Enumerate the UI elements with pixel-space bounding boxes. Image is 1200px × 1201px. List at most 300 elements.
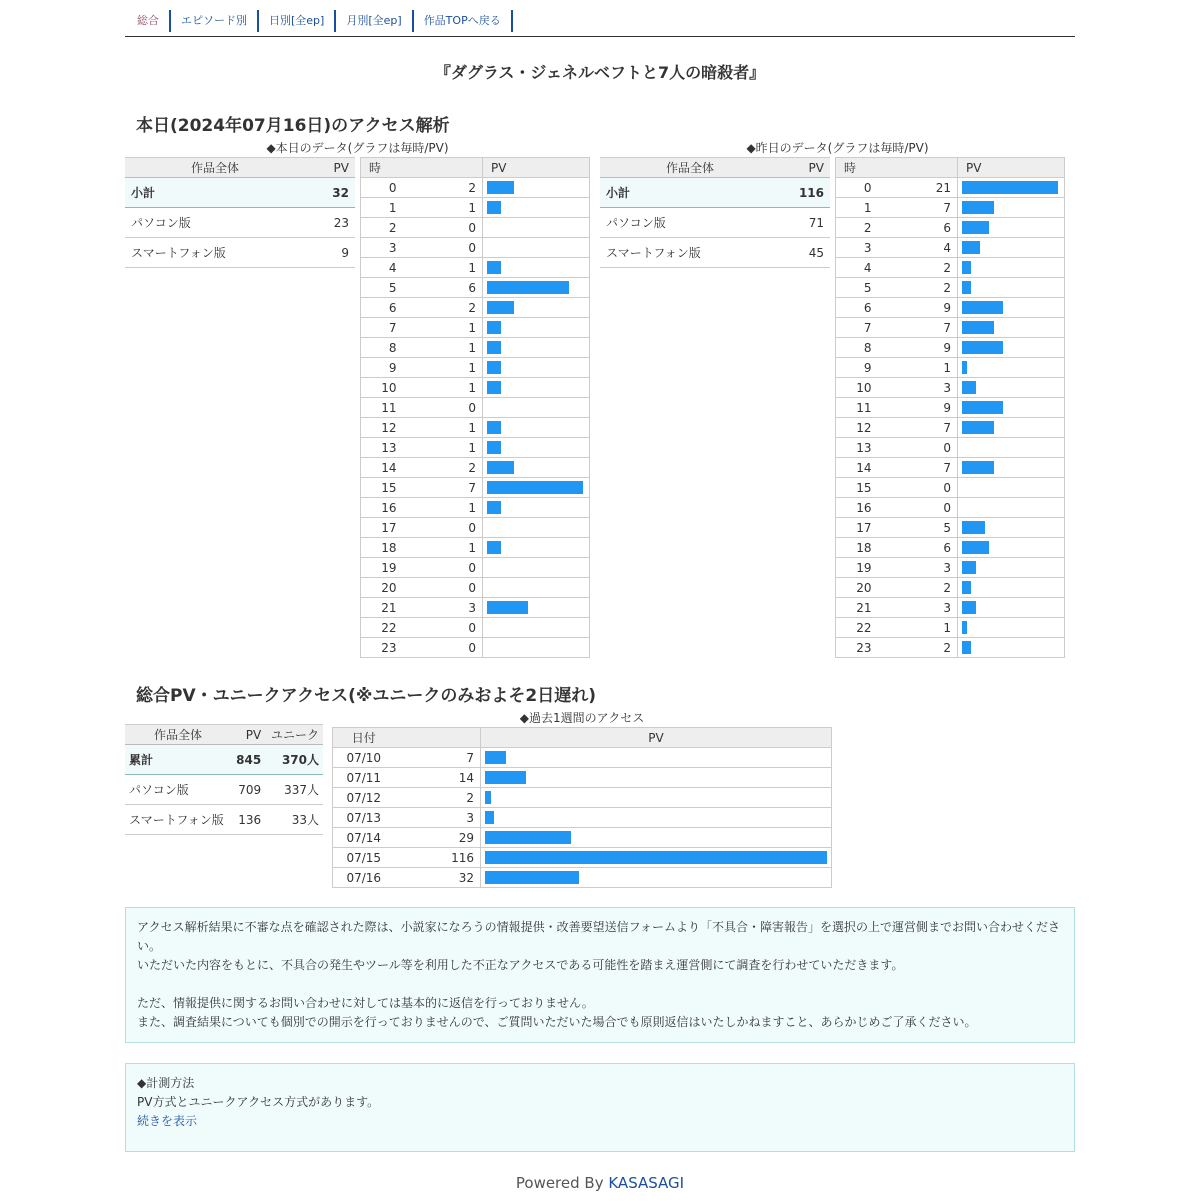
hour-label: 22 [361, 618, 405, 638]
weekly-bar [485, 751, 506, 764]
yesterday-hour-row [836, 418, 1065, 438]
yesterday-hour-bar [962, 561, 976, 574]
yesterday-hour-row [836, 438, 1065, 458]
today-hour-row [361, 458, 590, 478]
today-hour-row [361, 478, 590, 498]
hour-pv: 1 [405, 418, 483, 438]
hour-pv: 0 [405, 398, 483, 418]
weekly-bar-cell [481, 868, 832, 888]
summary-label: 小計 [600, 178, 780, 208]
hour-bar-cell [958, 298, 1065, 318]
unique-head-pv: PV [231, 725, 265, 745]
yesterday-hour-bar [962, 621, 967, 634]
today-hour-row [361, 278, 590, 298]
nav-link[interactable]: 日別[全ep] [259, 10, 336, 32]
yesterday-hour-bar [962, 261, 971, 274]
hour-pv: 0 [405, 578, 483, 598]
hour-bar-cell [958, 238, 1065, 258]
hour-pv: 9 [880, 398, 958, 418]
unique-label: パソコン版 [125, 775, 231, 805]
yesterday-hour-row [836, 198, 1065, 218]
yesterday-hour-row [836, 238, 1065, 258]
hour-label: 7 [361, 318, 405, 338]
yesterday-hour-bar [962, 241, 980, 254]
weekly-bar-cell [481, 828, 832, 848]
hour-label: 8 [361, 338, 405, 358]
weekly-row [333, 808, 832, 828]
today-summary-table [125, 157, 355, 268]
hour-label: 17 [361, 518, 405, 538]
hour-pv: 1 [405, 318, 483, 338]
today-hour-bar [487, 261, 501, 274]
hour-pv: 2 [405, 458, 483, 478]
hour-label: 2 [836, 218, 880, 238]
hour-label: 3 [836, 238, 880, 258]
weekly-bar [485, 811, 494, 824]
yesterday-hour-row [836, 458, 1065, 478]
hour-label: 18 [361, 538, 405, 558]
hour-bar-cell [483, 178, 590, 198]
hour-bar-cell [958, 478, 1065, 498]
yesterday-hour-row [836, 298, 1065, 318]
unique-label: 累計 [125, 745, 231, 775]
weekly-pv: 32 [395, 868, 481, 888]
summary-label: スマートフォン版 [600, 238, 780, 268]
today-hour-row [361, 258, 590, 278]
hour-label: 15 [361, 478, 405, 498]
hour-pv: 3 [880, 558, 958, 578]
today-summary-pc [125, 208, 355, 238]
hour-pv: 2 [880, 258, 958, 278]
work-title: 『ダグラス・ジェネルベフトと7人の暗殺者』 [434, 63, 766, 82]
hour-label: 12 [836, 418, 880, 438]
today-hour-row [361, 558, 590, 578]
yesterday-summary-total [600, 178, 830, 208]
hour-bar-cell [483, 298, 590, 318]
nav-link[interactable]: エピソード別 [171, 10, 259, 32]
hour-pv: 2 [880, 278, 958, 298]
hour-pv: 4 [880, 238, 958, 258]
today-hour-row [361, 358, 590, 378]
yesterday-hour-bar [962, 521, 985, 534]
hour-bar-cell [958, 578, 1065, 598]
hour-label: 11 [836, 398, 880, 418]
weekly-pv: 2 [395, 788, 481, 808]
weekly-row [333, 788, 832, 808]
today-hour-row [361, 378, 590, 398]
weekly-row [333, 828, 832, 848]
notice-line: ただ、情報提供に関するお問い合わせに対しては基本的に返信を行っておりません。 [137, 996, 594, 1010]
hour-label: 13 [361, 438, 405, 458]
weekly-row [333, 748, 832, 768]
hour-pv: 21 [880, 178, 958, 198]
hour-bar-cell [483, 418, 590, 438]
weekly-head-date: 日付 [333, 728, 395, 748]
hour-label: 19 [361, 558, 405, 578]
hour-pv: 2 [405, 178, 483, 198]
yesterday-hour-row [836, 578, 1065, 598]
notice-box [125, 907, 1075, 1043]
weekly-row [333, 768, 832, 788]
unique-summary-table [125, 724, 323, 835]
total-heading: 総合PV・ユニークアクセス(※ユニークのみおよそ2日遅れ) [136, 686, 596, 706]
yesterday-hour-bar [962, 541, 989, 554]
weekly-pv: 116 [395, 848, 481, 868]
weekly-pv: 3 [395, 808, 481, 828]
yesterday-hour-bar [962, 301, 1003, 314]
hour-label: 21 [836, 598, 880, 618]
footer [0, 1174, 1200, 1192]
yesterday-hour-bar [962, 341, 1003, 354]
weekly-bar [485, 871, 579, 884]
weekly-date: 07/12 [333, 788, 395, 808]
hour-bar-cell [958, 498, 1065, 518]
today-hour-row [361, 418, 590, 438]
today-hour-bar [487, 481, 583, 494]
weekly-date: 07/15 [333, 848, 395, 868]
today-hour-row [361, 598, 590, 618]
hour-label: 21 [361, 598, 405, 618]
today-hour-row [361, 318, 590, 338]
hour-label: 4 [836, 258, 880, 278]
hour-label: 9 [836, 358, 880, 378]
unique-row-total [125, 745, 323, 775]
today-heading: 本日(2024年07月16日)のアクセス解析 [136, 116, 450, 136]
hour-pv: 3 [880, 598, 958, 618]
unique-count: 370人 [265, 745, 323, 775]
yesterday-hour-row [836, 258, 1065, 278]
today-summary-sp [125, 238, 355, 268]
today-hour-row [361, 178, 590, 198]
hour-pv: 6 [405, 278, 483, 298]
yesterday-caption: ◆昨日のデータ(グラフは毎時/PV) [746, 141, 929, 155]
hour-pv: 6 [880, 538, 958, 558]
yesterday-hourly-table [835, 157, 1065, 658]
summary-value: 45 [780, 238, 830, 268]
unique-pv: 709 [231, 775, 265, 805]
hour-bar-cell [958, 378, 1065, 398]
hour-pv: 1 [405, 258, 483, 278]
hour-label: 2 [361, 218, 405, 238]
today-hour-bar [487, 541, 501, 554]
hour-pv: 2 [880, 638, 958, 658]
hour-label: 8 [836, 338, 880, 358]
yesterday-hour-bar [962, 461, 994, 474]
yesterday-hour-row [836, 358, 1065, 378]
weekly-date: 07/14 [333, 828, 395, 848]
yesterday-hour-bar [962, 201, 994, 214]
yesterday-hour-bar [962, 421, 994, 434]
today-hour-bar [487, 441, 501, 454]
hour-bar-cell [483, 338, 590, 358]
nav-link[interactable]: 月別[全ep] [336, 10, 413, 32]
today-hour-row [361, 538, 590, 558]
hour-label: 20 [836, 578, 880, 598]
nav-link[interactable]: 総合 [125, 10, 171, 32]
unique-row-pc [125, 775, 323, 805]
footer-prefix: Powered By [515, 1174, 609, 1192]
summary-label: パソコン版 [600, 208, 780, 238]
hour-bar-cell [958, 518, 1065, 538]
hour-pv: 3 [405, 598, 483, 618]
summary-head-pv: PV [305, 158, 355, 178]
hour-pv: 2 [405, 298, 483, 318]
hour-label: 1 [836, 198, 880, 218]
yesterday-hour-row [836, 598, 1065, 618]
hour-pv: 0 [405, 638, 483, 658]
yesterday-hour-bar [962, 381, 976, 394]
notice-line [137, 975, 1063, 994]
hour-bar-cell [483, 358, 590, 378]
weekly-bar-cell [481, 748, 832, 768]
weekly-caption: ◆過去1週間のアクセス [519, 711, 645, 725]
weekly-row [333, 868, 832, 888]
yesterday-hour-row [836, 618, 1065, 638]
hour-label: 12 [361, 418, 405, 438]
hour-pv: 7 [405, 478, 483, 498]
hour-label: 5 [836, 278, 880, 298]
method-text: PV方式とユニークアクセス方式があります。 [137, 1095, 380, 1109]
hour-label: 10 [836, 378, 880, 398]
hour-pv: 0 [405, 618, 483, 638]
notice-line: アクセス解析結果に不審な点を確認された際は、小説家になろうの情報提供・改善要望送信フォームより「不具合・障害報告」を選択の上で運営側までお問い合わせください。 [137, 920, 1061, 953]
hour-label: 3 [361, 238, 405, 258]
hour-bar-cell [958, 618, 1065, 638]
hour-pv: 0 [405, 558, 483, 578]
kasasagi-link[interactable]: KASASAGI [608, 1174, 685, 1192]
yesterday-hour-bar [962, 361, 967, 374]
yesterday-hour-row [836, 478, 1065, 498]
hourly-head-pv: PV [483, 158, 590, 178]
hour-bar-cell [958, 178, 1065, 198]
weekly-head-pv: PV [481, 728, 832, 748]
hour-label: 7 [836, 318, 880, 338]
hour-label: 14 [836, 458, 880, 478]
weekly-date: 07/16 [333, 868, 395, 888]
hour-label: 6 [836, 298, 880, 318]
method-more-link[interactable]: 続きを表示 [137, 1114, 198, 1128]
yesterday-hour-bar [962, 221, 989, 234]
today-hour-row [361, 338, 590, 358]
today-hour-bar [487, 461, 514, 474]
notice-line: いただいた内容をもとに、不具合の発生やツール等を利用した不正なアクセスである可能性を踏まえ運営側にて調査を行わせていただきます。 [137, 958, 904, 972]
yesterday-summary-pc [600, 208, 830, 238]
method-title: ◆計測方法 [137, 1076, 195, 1090]
yesterday-hour-bar [962, 181, 1058, 194]
hour-label: 13 [836, 438, 880, 458]
hour-label: 6 [361, 298, 405, 318]
weekly-pv: 29 [395, 828, 481, 848]
summary-label: スマートフォン版 [125, 238, 305, 268]
hour-label: 0 [836, 178, 880, 198]
hour-bar-cell [958, 198, 1065, 218]
today-hourly-table [360, 157, 590, 658]
yesterday-hour-row [836, 398, 1065, 418]
today-summary-total [125, 178, 355, 208]
hour-bar-cell [483, 638, 590, 658]
hour-bar-cell [958, 538, 1065, 558]
hour-label: 17 [836, 518, 880, 538]
today-hour-bar [487, 361, 501, 374]
today-hour-row [361, 398, 590, 418]
yesterday-hour-row [836, 278, 1065, 298]
yesterday-summary-table [600, 157, 830, 268]
hour-bar-cell [958, 438, 1065, 458]
hour-label: 15 [836, 478, 880, 498]
summary-value: 116 [780, 178, 830, 208]
hour-bar-cell [958, 338, 1065, 358]
yesterday-hour-row [836, 218, 1065, 238]
hour-label: 19 [836, 558, 880, 578]
hour-label: 16 [836, 498, 880, 518]
hour-bar-cell [958, 318, 1065, 338]
hour-bar-cell [483, 258, 590, 278]
hour-pv: 0 [405, 518, 483, 538]
hour-label: 22 [836, 618, 880, 638]
hour-bar-cell [483, 318, 590, 338]
hour-label: 23 [361, 638, 405, 658]
today-hour-bar [487, 601, 528, 614]
today-hour-bar [487, 301, 514, 314]
yesterday-hour-bar [962, 321, 994, 334]
nav-link[interactable]: 作品TOPへ戻る [414, 10, 513, 32]
yesterday-hour-bar [962, 401, 1003, 414]
hour-label: 10 [361, 378, 405, 398]
today-hour-row [361, 298, 590, 318]
today-hour-bar [487, 381, 501, 394]
today-hour-row [361, 638, 590, 658]
hour-pv: 1 [405, 438, 483, 458]
summary-label: 小計 [125, 178, 305, 208]
hour-label: 1 [361, 198, 405, 218]
hour-bar-cell [483, 398, 590, 418]
today-hour-row [361, 578, 590, 598]
summary-label: パソコン版 [125, 208, 305, 238]
today-hour-row [361, 438, 590, 458]
yesterday-hour-row [836, 538, 1065, 558]
hour-label: 20 [361, 578, 405, 598]
today-hour-row [361, 198, 590, 218]
summary-value: 23 [305, 208, 355, 238]
yesterday-hour-row [836, 378, 1065, 398]
weekly-date: 07/10 [333, 748, 395, 768]
weekly-date: 07/11 [333, 768, 395, 788]
hour-bar-cell [483, 558, 590, 578]
unique-head-name: 作品全体 [125, 725, 231, 745]
unique-label: スマートフォン版 [125, 805, 231, 835]
hour-pv: 7 [880, 418, 958, 438]
weekly-bar-cell [481, 848, 832, 868]
hour-pv: 1 [405, 198, 483, 218]
hourly-head-hour: 時 [361, 158, 405, 178]
weekly-bar-cell [481, 788, 832, 808]
yesterday-hour-bar [962, 641, 971, 654]
hour-bar-cell [483, 578, 590, 598]
method-box [125, 1063, 1075, 1152]
today-hour-row [361, 238, 590, 258]
yesterday-hour-row [836, 558, 1065, 578]
hour-pv: 0 [405, 218, 483, 238]
hour-label: 11 [361, 398, 405, 418]
unique-count: 337人 [265, 775, 323, 805]
weekly-pv: 14 [395, 768, 481, 788]
hourly-head-pv: PV [958, 158, 1065, 178]
hour-bar-cell [958, 598, 1065, 618]
hour-bar-cell [483, 498, 590, 518]
hour-pv: 0 [880, 498, 958, 518]
today-hour-bar [487, 501, 501, 514]
today-hour-row [361, 218, 590, 238]
hour-label: 9 [361, 358, 405, 378]
hour-pv: 2 [880, 578, 958, 598]
hour-bar-cell [483, 218, 590, 238]
unique-pv: 136 [231, 805, 265, 835]
hour-bar-cell [483, 198, 590, 218]
hour-bar-cell [483, 438, 590, 458]
yesterday-summary-sp [600, 238, 830, 268]
hour-pv: 1 [405, 498, 483, 518]
hour-bar-cell [958, 418, 1065, 438]
today-hour-row [361, 518, 590, 538]
weekly-bar [485, 791, 491, 804]
yesterday-hour-bar [962, 281, 971, 294]
hour-label: 18 [836, 538, 880, 558]
summary-value: 32 [305, 178, 355, 208]
weekly-bar [485, 851, 827, 864]
unique-row-sp [125, 805, 323, 835]
hour-pv: 3 [880, 378, 958, 398]
hour-bar-cell [483, 458, 590, 478]
hour-pv: 9 [880, 298, 958, 318]
hour-pv: 0 [405, 238, 483, 258]
hour-label: 0 [361, 178, 405, 198]
yesterday-hour-row [836, 518, 1065, 538]
hour-label: 23 [836, 638, 880, 658]
hour-bar-cell [958, 558, 1065, 578]
hour-pv: 1 [880, 358, 958, 378]
hour-bar-cell [958, 398, 1065, 418]
hour-bar-cell [958, 258, 1065, 278]
hour-pv: 0 [880, 478, 958, 498]
hour-label: 4 [361, 258, 405, 278]
today-hour-bar [487, 281, 569, 294]
hour-pv: 0 [880, 438, 958, 458]
hour-pv: 7 [880, 198, 958, 218]
today-hour-bar [487, 321, 501, 334]
top-nav [125, 10, 1075, 37]
hour-bar-cell [958, 638, 1065, 658]
today-caption: ◆本日のデータ(グラフは毎時/PV) [266, 141, 449, 155]
hour-bar-cell [958, 458, 1065, 478]
weekly-row [333, 848, 832, 868]
hour-pv: 7 [880, 318, 958, 338]
hourly-head-hour: 時 [836, 158, 880, 178]
hour-pv: 1 [880, 618, 958, 638]
today-hour-bar [487, 181, 514, 194]
hour-pv: 1 [405, 338, 483, 358]
hour-bar-cell [958, 278, 1065, 298]
unique-pv: 845 [231, 745, 265, 775]
yesterday-hour-row [836, 498, 1065, 518]
weekly-bar-cell [481, 808, 832, 828]
hour-pv: 7 [880, 458, 958, 478]
yesterday-hour-row [836, 318, 1065, 338]
summary-head-name: 作品全体 [600, 158, 780, 178]
summary-head-pv: PV [780, 158, 830, 178]
hour-label: 16 [361, 498, 405, 518]
hour-pv: 6 [880, 218, 958, 238]
hour-label: 5 [361, 278, 405, 298]
